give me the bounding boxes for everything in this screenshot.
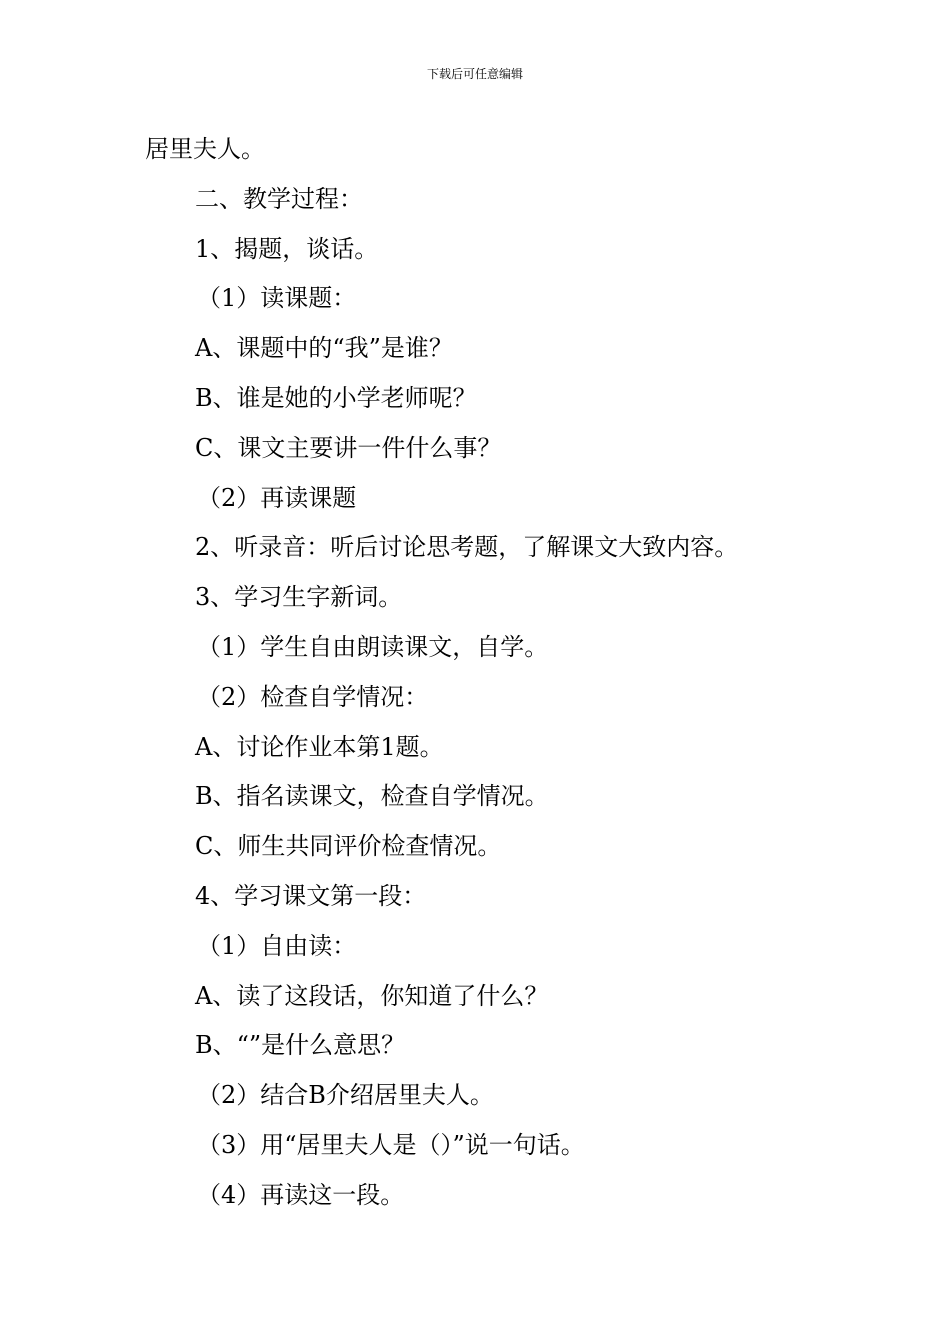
- text-line: （2）再读课题: [197, 483, 357, 512]
- text-line: （1）学生自由朗读课文，自学。: [197, 632, 549, 661]
- text-line: （2）结合B介绍居里夫人。: [197, 1081, 494, 1110]
- text-line: （1）自由读：: [197, 931, 357, 960]
- text-line: 居里夫人。: [145, 135, 265, 163]
- text-line: （2）检查自学情况：: [197, 682, 429, 711]
- text-line: （3）用“居里夫人是（）”说一句话。: [197, 1130, 585, 1159]
- text-line: 3、学习生字新词。: [195, 583, 403, 612]
- text-line: 1、揭题，谈话。: [195, 234, 379, 263]
- text-line: B、谁是她的小学老师呢？: [195, 383, 477, 412]
- text-line: A、课题中的“我”是谁？: [195, 334, 453, 363]
- text-line: B、“”是什么意思？: [195, 1031, 406, 1060]
- text-line: A、读了这段话，你知道了什么？: [195, 981, 549, 1010]
- page-header: 下载后可任意编辑: [426, 67, 523, 81]
- text-line: A、讨论作业本第1题。: [195, 732, 444, 761]
- text-line: C、课文主要讲一件什么事？: [195, 433, 502, 462]
- text-line: C、师生共同评价检查情况。: [195, 832, 502, 861]
- document-body: [145, 125, 845, 1221]
- text-line: B、指名读课文，检查自学情况。: [195, 782, 549, 811]
- text-line: 2、听录音：听后讨论思考题，了解课文大致内容。: [195, 533, 739, 562]
- text-line: 4、学习课文第一段：: [195, 881, 427, 910]
- text-line: （4）再读这一段。: [197, 1180, 405, 1209]
- text-line: （1）读课题：: [197, 284, 357, 313]
- section-heading: 二、教学过程：: [195, 184, 363, 213]
